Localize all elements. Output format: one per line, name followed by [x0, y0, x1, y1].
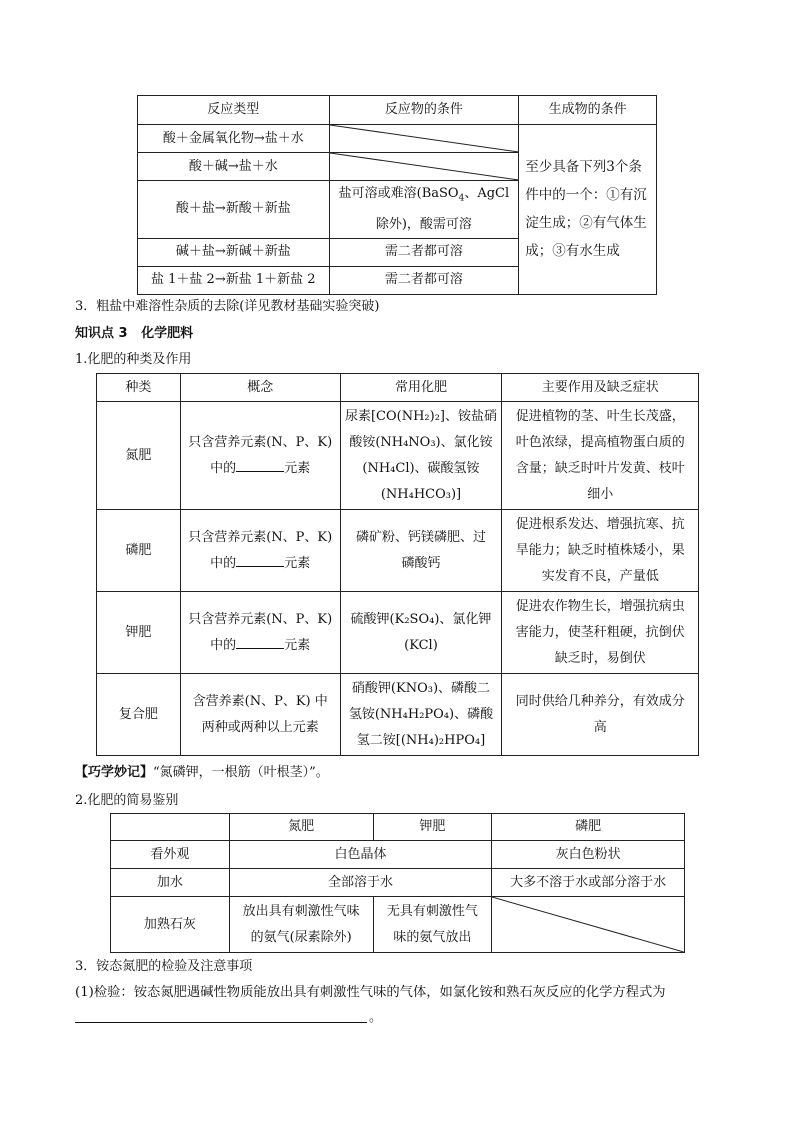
reaction-table — [137, 95, 657, 295]
knowledge-point-heading — [75, 322, 193, 341]
header-phosphorus: 磷肥 — [492, 814, 685, 841]
condition-text: 盐可溶或难溶(BaSO — [338, 186, 459, 201]
header-product-condition: 生成物的条件 — [519, 96, 657, 125]
mnemonic-line — [75, 761, 329, 780]
concept-cell — [180, 510, 340, 592]
header-reactant-condition: 反应物的条件 — [329, 96, 519, 125]
concept-text: 元素 — [284, 555, 311, 571]
lime-line: 放出具有刺激性气味 — [242, 903, 360, 919]
fertilizer-line: 磷酸钙 — [401, 555, 441, 571]
reactant-condition-cell — [329, 181, 519, 239]
fertilizer-line: 硫酸钾(K₂SO₄)、氯化钾 — [350, 611, 492, 627]
row-label: 看外观 — [111, 841, 230, 869]
kind-cell: 钾肥 — [97, 592, 181, 674]
condition-text: 、AgCl — [464, 186, 510, 201]
fill-blank[interactable] — [236, 457, 284, 472]
effect-cell — [502, 510, 699, 592]
fertilizer-line: (KCl) — [404, 637, 438, 653]
concept-text: 中的 — [210, 460, 237, 476]
concept-text: 元素 — [284, 460, 311, 476]
water-nk: 全部溶于水 — [229, 869, 492, 897]
fertilizer-table — [96, 373, 699, 756]
empty-diagonal-cell — [492, 897, 685, 953]
reaction-type-cell: 盐 1＋盐 2→新盐 1＋新盐 2 — [138, 266, 330, 294]
reaction-type-cell: 碱＋盐→新碱＋新盐 — [138, 238, 330, 266]
concept-cell — [180, 592, 340, 674]
lime-line: 的氨气(尿素除外) — [250, 929, 352, 945]
condition-text: 除外)，酸需可溶 — [375, 216, 472, 232]
water-p: 大多不溶于水或部分溶于水 — [492, 869, 685, 897]
fertilizer-line: 尿素[CO(NH₂)₂]、铵盐硝 — [344, 408, 497, 424]
row-label: 加熟石灰 — [111, 897, 230, 953]
header-potassium: 钾肥 — [373, 814, 492, 841]
effect-cell — [502, 402, 699, 510]
reactant-condition-cell: 需二者都可溶 — [329, 238, 519, 266]
fertilizer-cell — [340, 402, 502, 510]
header-kind: 种类 — [97, 374, 181, 402]
header-nitrogen: 氮肥 — [229, 814, 373, 841]
kp-title: 化学肥料 — [141, 326, 194, 341]
fill-blank[interactable] — [236, 634, 284, 649]
fertilizer-line: 氢二铵[(NH₄)₂HPO₄] — [356, 732, 486, 748]
item-test-text: (1)检验：铵态氮肥遇碱性物质能放出具有刺激性气味的气体，如氯化铵和熟石灰反应的化学方程式为 — [75, 985, 666, 1000]
lime-n — [229, 897, 373, 953]
row-label: 加水 — [111, 869, 230, 897]
kind-cell: 复合肥 — [97, 674, 181, 756]
concept-cell — [180, 402, 340, 510]
empty-diagonal-cell — [329, 125, 519, 153]
product-condition-text: 至少具备下列3个条件中的一个：①有沉淀生成；②有气体生成；③有水生成 — [525, 159, 647, 260]
concept-text: 只含营养元素(N、P、K) — [188, 529, 333, 545]
fertilizer-line: 氢铵(NH₄H₂PO₄)、磷酸 — [348, 706, 494, 722]
empty-diagonal-cell — [329, 153, 519, 181]
effect-line: 缺乏时，易倒伏 — [554, 650, 646, 666]
fertilizer-line: 硝酸钾(KNO₃)、磷酸二 — [351, 680, 491, 696]
fertilizer-cell — [340, 592, 502, 674]
effect-line: 害能力，使茎秆粗硬，抗倒伏 — [515, 624, 685, 640]
appearance-p: 灰白色粉状 — [492, 841, 685, 869]
section-heading-identification: 2.化肥的简易鉴别 — [75, 793, 179, 808]
kind-cell: 氮肥 — [97, 402, 181, 510]
header-reaction-type: 反应类型 — [138, 96, 330, 125]
header-blank — [111, 814, 230, 841]
identification-table — [110, 813, 685, 953]
effect-line: 同时供给几种养分，有效成分 — [515, 693, 685, 709]
fill-blank[interactable] — [236, 552, 284, 567]
concept-text: 两种或两种以上元素 — [201, 719, 319, 735]
concept-text: 只含营养元素(N、P、K) — [188, 434, 333, 450]
concept-cell — [180, 674, 340, 756]
header-common-fertilizer: 常用化肥 — [340, 374, 502, 402]
product-condition-cell — [519, 125, 657, 295]
fertilizer-line: 磷矿粉、钙镁磷肥、过 — [355, 529, 486, 545]
lime-line: 味的氨气放出 — [393, 929, 472, 945]
concept-text: 只含营养元素(N、P、K) — [188, 611, 333, 627]
fertilizer-cell — [340, 674, 502, 756]
effect-cell — [502, 592, 699, 674]
concept-text: 中的 — [210, 637, 237, 653]
lime-k — [373, 897, 492, 953]
concept-text: 中的 — [210, 555, 237, 571]
effect-line: 促进根系发达、增强抗寒、抗 — [515, 516, 685, 532]
answer-blank[interactable] — [75, 1006, 367, 1023]
header-concept: 概念 — [180, 374, 340, 402]
reaction-type-cell: 酸＋盐→新酸＋新盐 — [138, 181, 330, 239]
kp-label: 知识点 3 — [75, 326, 128, 341]
subscript: 4 — [458, 193, 465, 204]
effect-line: 促进植物的茎、叶生长茂盛， — [515, 408, 685, 424]
fertilizer-line: (NH₄HCO₃)] — [380, 486, 462, 502]
reaction-type-cell: 酸＋碱→盐＋水 — [138, 153, 330, 181]
fertilizer-line: (NH₄Cl)、碳酸氢铵 — [362, 460, 480, 476]
effect-line: 含量；缺乏时叶片发黄、枝叶 — [515, 460, 685, 476]
mnemonic-text: “氮磷钾，一根筋（叶根茎）”。 — [153, 765, 329, 780]
header-effect: 主要作用及缺乏症状 — [502, 374, 699, 402]
effect-line: 高 — [593, 719, 607, 735]
effect-line: 实发育不良，产量低 — [541, 568, 659, 584]
effect-line: 旱能力；缺乏时植株矮小，果 — [515, 542, 685, 558]
item-ammonium-check: 3．铵态氮肥的检验及注意事项 — [75, 959, 253, 974]
effect-line: 促进农作物生长，增强抗病虫 — [515, 598, 685, 614]
item-salt-purification: 3．粗盐中难溶性杂质的去除(详见教材基础实验突破) — [75, 299, 380, 314]
fertilizer-line: 酸铵(NH₄NO₃)、氯化铵 — [349, 434, 493, 450]
kind-cell: 磷肥 — [97, 510, 181, 592]
mnemonic-tag: 【巧学妙记】 — [75, 765, 154, 780]
section-heading-types: 1.化肥的种类及作用 — [75, 352, 192, 367]
reaction-type-cell: 酸＋金属氧化物→盐＋水 — [138, 125, 330, 153]
effect-cell — [502, 674, 699, 756]
concept-text: 元素 — [284, 637, 311, 653]
effect-line: 细小 — [587, 486, 614, 502]
concept-text: 含营养素(N、P、K) 中 — [192, 693, 328, 709]
reactant-condition-cell: 需二者都可溶 — [329, 266, 519, 294]
fertilizer-cell — [340, 510, 502, 592]
effect-line: 叶色浓绿，提高植物蛋白质的 — [515, 434, 685, 450]
period: 。 — [369, 1010, 383, 1025]
lime-line: 无具有刺激性气 — [386, 903, 478, 919]
appearance-nk: 白色晶体 — [229, 841, 492, 869]
